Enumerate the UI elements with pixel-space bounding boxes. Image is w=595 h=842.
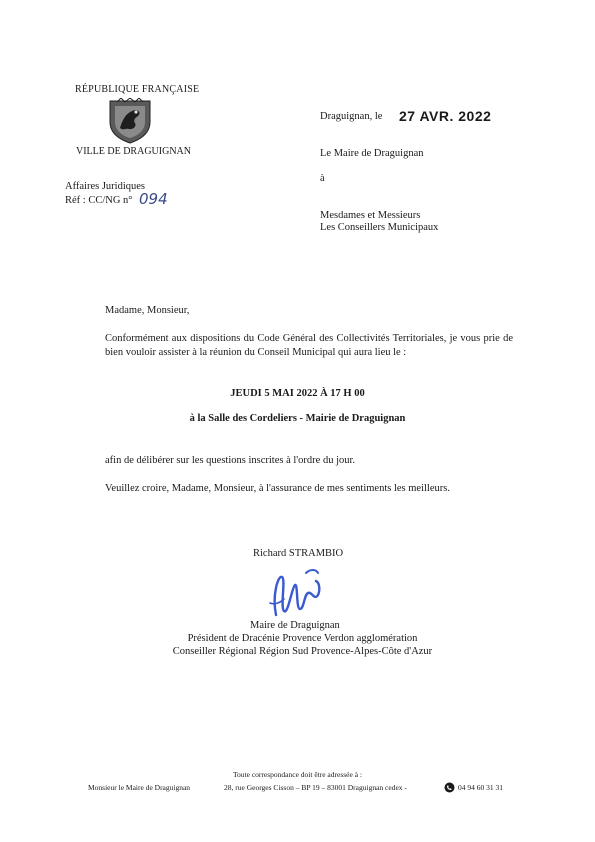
paragraph-deliberation: afin de délibérer sur les questions inscrites à l'ordre du jour. (105, 455, 356, 466)
phone-icon (444, 780, 455, 791)
signatory-title-mayor: Maire de Draguignan (250, 620, 340, 631)
date-stamp: 27 AVR. 2022 (399, 108, 492, 124)
signatory-name: Richard STRAMBIO (253, 548, 344, 559)
place-label: Draguignan, le (320, 111, 383, 122)
footer-address: 28, rue Georges Cisson – BP 19 – 83001 Draguignan cedex - (224, 783, 407, 792)
paragraph-convocation: Conformément aux dispositions du Code Général des Collectivités Territoriales, je vous prie de bien vouloir assister à la réunion du Conseil Municipal qui aura lieu le : (105, 333, 513, 358)
recipient-line-1: Mesdames et Messieurs (320, 210, 421, 221)
signatory-title-councillor: Conseiller Régional Région Sud Provence-Alpes-Côte d'Azur (172, 646, 433, 657)
to-label: à (320, 173, 325, 184)
salutation: Madame, Monsieur, (105, 305, 190, 316)
sender-label: Le Maire de Draguignan (320, 148, 424, 159)
meeting-date: JEUDI 5 MAI 2022 À 17 H 00 (230, 388, 365, 399)
republique-francaise-label: RÉPUBLIQUE FRANÇAISE (75, 84, 200, 95)
reference-number: 094 (139, 190, 168, 208)
meeting-place: à la Salle des Cordeliers - Mairie de Draguignan (189, 413, 406, 424)
reference-label: Réf : CC/NG n° (65, 195, 133, 206)
footer-notice: Toute correspondance doit être adressée à : (233, 770, 362, 779)
ville-de-draguignan-label: VILLE DE DRAGUIGNAN (76, 146, 191, 157)
recipient-line-2: Les Conseillers Municipaux (320, 222, 439, 233)
service-label: Affaires Juridiques (65, 181, 145, 192)
footer-addressee: Monsieur le Maire de Draguignan (88, 783, 191, 792)
footer-phone: 04 94 60 31 31 (458, 783, 503, 792)
handwritten-signature (262, 565, 332, 625)
signatory-title-president: Président de Dracénie Provence Verdon agglomération (187, 633, 418, 644)
closing-formula: Veuillez croire, Madame, Monsieur, à l'assurance de mes sentiments les meilleurs. (105, 483, 450, 494)
coat-of-arms-logo (105, 98, 155, 144)
